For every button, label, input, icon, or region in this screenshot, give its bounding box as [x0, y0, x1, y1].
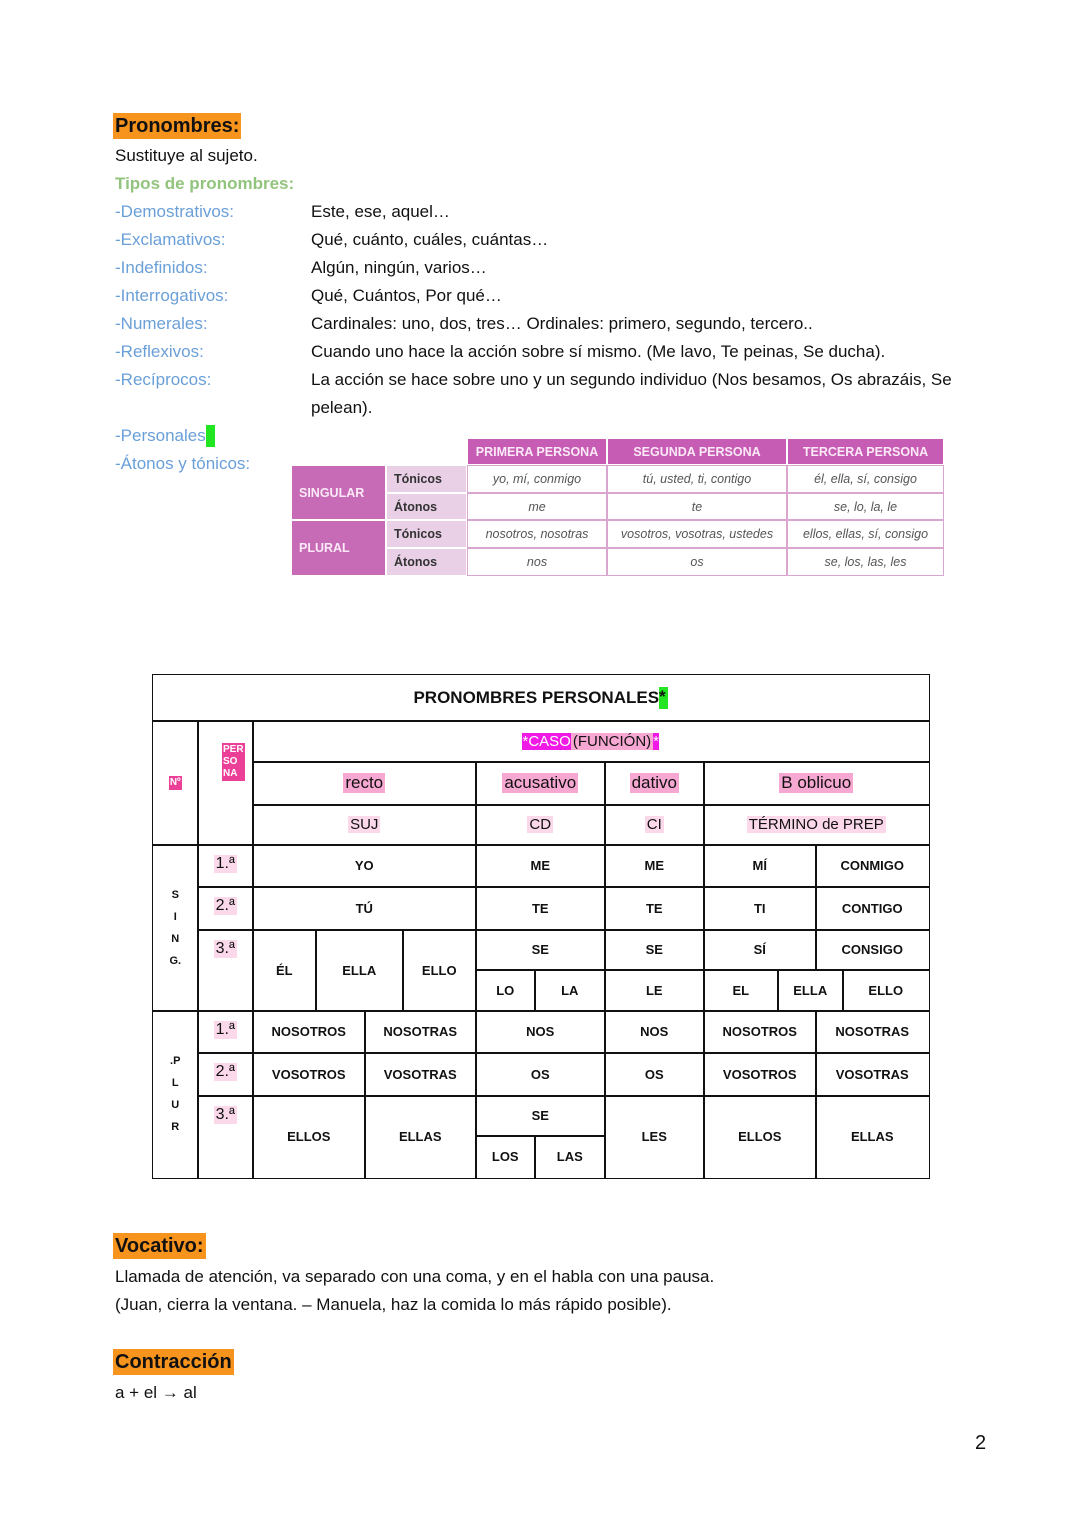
case-header	[475, 761, 606, 806]
table1-subrow-label: Tónicos	[386, 465, 467, 493]
person-label: 1.ª	[215, 855, 235, 872]
function-header	[252, 804, 477, 846]
pronoun-cell	[815, 1095, 930, 1179]
pronoun: CONSIGO	[841, 942, 903, 958]
pronoun-cell	[364, 1010, 477, 1054]
caso-funcion: (FUNCIÓN)	[572, 732, 652, 750]
person-label: 3.ª	[215, 1106, 235, 1123]
persona-label-part: PER	[223, 744, 244, 755]
type-value: Cuando uno hace la acción sobre sí mismo. (Me lavo, Te peinas, Se ducha).	[311, 342, 886, 361]
pronoun: OS	[530, 1066, 550, 1082]
pronoun-cell	[252, 929, 317, 1012]
vocativo-heading: Vocativo:	[115, 1235, 204, 1257]
pronoun-cell	[815, 886, 930, 931]
pronoun-cell	[475, 1095, 606, 1137]
plural-label	[152, 1010, 199, 1179]
person-label: 2.ª	[215, 1063, 235, 1080]
pronoun-cell	[252, 1052, 366, 1097]
table1-cell: te	[607, 493, 787, 520]
pronoun-cell	[364, 1095, 477, 1179]
table2-title	[152, 674, 930, 722]
vocativo-line: Llamada de atención, va separado con una coma, y en el habla con una pausa.	[115, 1267, 715, 1286]
table1-header: TERCERA PERSONA	[787, 438, 944, 465]
pronoun: NOSOTRAS	[383, 1024, 458, 1040]
table1-subrow-label: Átonos	[386, 493, 467, 520]
pronoun-cell	[475, 886, 606, 931]
pronoun-cell	[815, 844, 930, 888]
pronoun: VOSOTROS	[722, 1066, 797, 1082]
pronoun: YO	[354, 858, 374, 874]
pronoun-cell	[604, 844, 705, 888]
letter: U	[171, 1099, 180, 1112]
letter: G.	[169, 954, 182, 967]
pronoun: NOS	[640, 1024, 669, 1040]
pronoun-cell	[402, 929, 477, 1012]
person-cell	[197, 929, 254, 1012]
pronoun: NOSOTROS	[722, 1024, 797, 1040]
function-header	[703, 804, 930, 846]
caso-star: *CASO	[522, 732, 571, 750]
table1-cell: se, lo, la, le	[787, 493, 944, 520]
table1-cell: tú, usted, ti, contigo	[607, 465, 787, 493]
type-label: -Exclamativos:	[115, 230, 226, 249]
number-letters	[170, 1055, 180, 1133]
table2-title-text: PRONOMBRES PERSONALES	[413, 687, 660, 707]
pronoun-cell	[252, 886, 477, 931]
type-value: Qué, cuánto, cuáles, cuántas…	[311, 230, 549, 249]
pronoun: ELLA	[793, 982, 828, 998]
case-header	[703, 761, 930, 806]
letter: I	[173, 910, 177, 923]
case-header	[604, 761, 705, 806]
table1-header: PRIMERA PERSONA	[467, 438, 607, 465]
pronoun: ÉL	[275, 962, 293, 978]
pronoun: CONTIGO	[841, 900, 903, 916]
type-label: -Interrogativos:	[115, 286, 229, 305]
pronoun: VOSOTROS	[271, 1066, 346, 1082]
pronombres-intro: Sustituye al sujeto.	[115, 146, 258, 165]
pronoun-cell	[815, 929, 930, 971]
persona-label	[222, 743, 245, 781]
pronoun: SÍ	[753, 942, 766, 958]
type-label: -Demostrativos:	[115, 202, 235, 221]
table1-group-plural: PLURAL	[291, 520, 386, 576]
letter: S	[171, 888, 179, 901]
pronoun-cell	[364, 1052, 477, 1097]
page-number: 2	[975, 1432, 987, 1454]
function-header	[604, 804, 705, 846]
no-label: Nº	[169, 776, 181, 788]
pronoun: SE	[531, 1108, 549, 1124]
function-label: CD	[529, 816, 552, 834]
persona-label-part: SO	[223, 756, 238, 767]
pronoun: LA	[561, 982, 579, 998]
pronoun-cell	[703, 1052, 817, 1097]
pronoun-cell	[703, 1010, 817, 1054]
pronoun: MÍ	[752, 858, 767, 874]
letter: R	[171, 1121, 180, 1134]
person-cell	[197, 1095, 254, 1179]
table1-subrow-label: Átonos	[386, 548, 467, 576]
pronoun: LO	[496, 982, 515, 998]
pronoun-cell	[815, 1052, 930, 1097]
pronoun: ELLO	[868, 982, 904, 998]
pronoun: VOSOTRAS	[383, 1066, 457, 1082]
pronoun-cell	[252, 1010, 366, 1054]
caso-header	[252, 720, 930, 763]
letter: L	[171, 1077, 179, 1090]
table1-cell: vosotros, vosotras, ustedes	[607, 520, 787, 548]
pronoun-cell	[475, 929, 606, 971]
personales-text: -Personales	[115, 426, 206, 445]
table1-subrow-label: Tónicos	[386, 520, 467, 548]
person-label: 2.ª	[215, 897, 235, 914]
pronoun-cell	[475, 1010, 606, 1054]
type-label: -Recíprocos:	[115, 370, 212, 389]
personales-label	[115, 425, 215, 447]
person-cell	[197, 886, 254, 931]
pronoun-cell	[815, 1010, 930, 1054]
pronoun-cell	[534, 1135, 606, 1179]
pronoun: LAS	[556, 1149, 583, 1165]
type-value: Este, ese, aquel…	[311, 202, 450, 221]
pronoun: NOS	[526, 1024, 555, 1040]
pronoun: CONMIGO	[840, 858, 905, 874]
pronoun-cell	[604, 929, 705, 971]
persona-header	[197, 720, 254, 846]
pronoun: TE	[645, 900, 663, 916]
pronoun: ELLA	[342, 962, 377, 978]
person-cell	[197, 1052, 254, 1097]
pronoun: ME	[530, 858, 550, 874]
function-label: CI	[646, 816, 662, 834]
pronoun: TÚ	[355, 900, 373, 916]
letter: N	[171, 932, 180, 945]
pronoun: TI	[753, 900, 766, 916]
pronoun: ELLAS	[398, 1129, 442, 1145]
pronoun-cell	[703, 929, 817, 971]
table1-header: SEGUNDA PERSONA	[607, 438, 787, 465]
case-label: dativo	[631, 773, 677, 793]
person-cell	[197, 1010, 254, 1054]
pronoun: LES	[641, 1129, 667, 1145]
pronoun-cell	[604, 1010, 705, 1054]
no-header	[152, 720, 199, 846]
case-label: acusativo	[504, 773, 577, 793]
table1-cell: nosotros, nosotras	[467, 520, 607, 548]
pronoun: SE	[531, 942, 549, 958]
pronoun: EL	[732, 982, 750, 998]
table1-group-singular: SINGULAR	[291, 465, 386, 520]
vocativo-example: (Juan, cierra la ventana. – Manuela, haz la comida lo más rápido posible).	[115, 1295, 672, 1314]
pronoun-cell	[703, 844, 817, 888]
pronoun-cell	[534, 969, 606, 1012]
pronoun: NOSOTROS	[271, 1024, 346, 1040]
pronoun: NOSOTRAS	[835, 1024, 910, 1040]
pronoun: TE	[531, 900, 549, 916]
pronoun: ME	[644, 858, 664, 874]
pronombres-heading: Pronombres:	[115, 115, 240, 137]
pronoun: ELLOS	[287, 1129, 331, 1145]
atonos-tonicos-label: -Átonos y tónicos:	[115, 454, 251, 473]
pronoun: SE	[645, 942, 663, 958]
type-value: Qué, Cuántos, Por qué…	[311, 286, 502, 305]
type-value: Cardinales: uno, dos, tres… Ordinales: primero, segundo, tercero..	[311, 314, 813, 333]
pronoun: LE	[645, 982, 663, 998]
pronoun: ELLO	[421, 962, 457, 978]
case-label: recto	[345, 773, 384, 793]
table1-cell: se, los, las, les	[787, 548, 944, 576]
types-title: Tipos de pronombres:	[115, 174, 295, 193]
pronoun: ELLOS	[738, 1129, 782, 1145]
case-header	[252, 761, 477, 806]
pronoun-cell	[475, 969, 536, 1012]
singular-label	[152, 844, 199, 1012]
table1-cell: yo, mí, conmigo	[467, 465, 607, 493]
pronoun-cell	[604, 886, 705, 931]
number-letters	[169, 889, 181, 967]
pronoun-cell	[703, 886, 817, 931]
pronoun-cell	[777, 969, 844, 1012]
pronoun-cell	[604, 969, 705, 1012]
type-value-cont: pelean).	[311, 398, 373, 417]
letter: .P	[170, 1055, 181, 1068]
pronoun-cell	[475, 1052, 606, 1097]
table1-cell: os	[607, 548, 787, 576]
pronoun: VOSOTRAS	[835, 1066, 909, 1082]
pronoun: OS	[644, 1066, 664, 1082]
pronoun-cell	[475, 1135, 536, 1179]
type-label: -Indefinidos:	[115, 258, 208, 277]
person-label: 1.ª	[215, 1021, 235, 1038]
type-label: -Numerales:	[115, 314, 208, 333]
pronoun-cell	[703, 1095, 817, 1179]
table1-cell: me	[467, 493, 607, 520]
contraccion-heading: Contracción	[115, 1351, 232, 1373]
green-highlight-mark	[206, 425, 215, 447]
pronoun-cell	[842, 969, 930, 1012]
pronoun-cell	[604, 1095, 705, 1179]
title-asterisk: *	[659, 687, 668, 709]
function-label: TÉRMINO de PREP	[748, 816, 884, 834]
pronoun-cell	[475, 844, 606, 888]
table1-cell: ellos, ellas, sí, consigo	[787, 520, 944, 548]
persona-label-part: NA	[223, 768, 238, 779]
caso-end: *	[653, 732, 660, 750]
function-label: SUJ	[350, 816, 379, 834]
type-value: La acción se hace sobre uno y un segundo individuo (Nos besamos, Os abrazáis, Se	[311, 370, 952, 389]
pronoun: LOS	[491, 1149, 519, 1165]
pronoun-cell	[315, 929, 404, 1012]
table1-cell: nos	[467, 548, 607, 576]
type-value: Algún, ningún, varios…	[311, 258, 487, 277]
case-label: B oblicuo	[781, 773, 852, 793]
person-label: 3.ª	[215, 940, 235, 957]
type-label: -Reflexivos:	[115, 342, 204, 361]
table1-cell: él, ella, sí, consigo	[787, 465, 944, 493]
person-cell	[197, 844, 254, 888]
pronoun-cell	[252, 1095, 366, 1179]
pronoun-cell	[252, 844, 477, 888]
contraccion-text: a + el → al	[115, 1383, 197, 1402]
pronoun-cell	[604, 1052, 705, 1097]
function-header	[475, 804, 606, 846]
pronoun: ELLAS	[850, 1129, 894, 1145]
pronoun-cell	[703, 969, 779, 1012]
